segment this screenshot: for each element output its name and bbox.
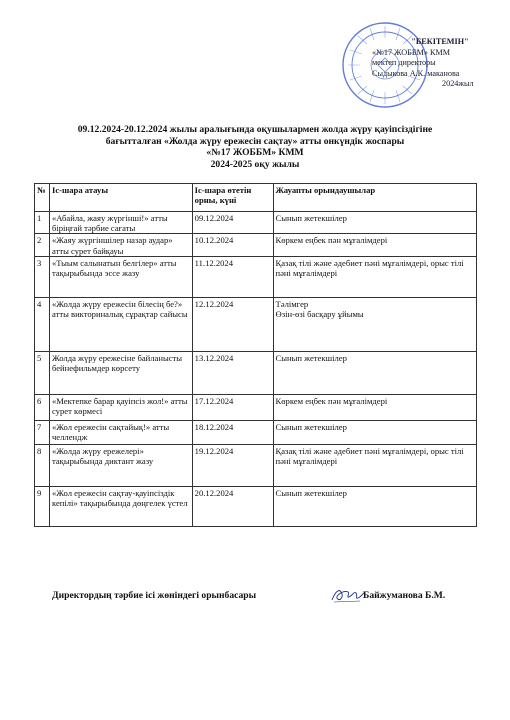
row-date: 10.12.2024 <box>192 234 273 256</box>
row-responsible: Тәлімгер Өзін-өзі басқару ұйымы <box>273 297 477 351</box>
row-responsible: Сынып жетекшілер <box>273 420 477 444</box>
table-row <box>35 256 477 297</box>
row-date: 17.12.2024 <box>192 394 273 420</box>
header-event: Іс-шара атауы <box>49 184 192 212</box>
row-responsible: Қазақ тілі және әдебиет пәні мұғалімдері, орыс тілі пәні мұғалімдері <box>273 256 477 297</box>
signature-footer <box>52 590 492 601</box>
row-number: 9 <box>35 486 50 526</box>
row-date: 18.12.2024 <box>192 420 273 444</box>
row-event: «Жаяу жүргіншілер назар аудар» атты сурет байқауы <box>49 234 192 256</box>
title-line-4: 2024-2025 оқу жылы <box>210 158 300 170</box>
deputy-name: Байжуманова Б.М. <box>363 590 446 601</box>
row-date: 20.12.2024 <box>192 486 273 526</box>
row-event: «Жол ережесін сақтау-қауіпсіздік кепілі» тақырыбында дөңгелек үстел <box>49 486 192 526</box>
table-row <box>35 212 477 234</box>
table-row <box>35 486 477 526</box>
title-line-2: бағытталған «Жолда жүру ережесін сақтау» атты онкүндік жоспары <box>105 135 405 147</box>
plan-table <box>34 183 477 527</box>
row-responsible: Көркем еңбек пән мұғалімдері <box>273 234 477 256</box>
table-header-row <box>35 184 477 212</box>
approval-date: 2024жыл <box>442 79 474 88</box>
row-number: 8 <box>35 444 50 486</box>
row-event: «Мектепке барар қауіпсіз жол!» атты сурет көрмесі <box>49 394 192 420</box>
row-date: 11.12.2024 <box>192 256 273 297</box>
row-number: 4 <box>35 297 50 351</box>
approval-heading: "БЕКІТЕМІН" <box>411 37 469 46</box>
approval-org: «№17 ЖОББМ» КММ <box>372 47 451 57</box>
header-responsible: Жауапты орындаушылар <box>273 184 477 212</box>
row-date: 09.12.2024 <box>192 212 273 234</box>
approval-signer: Сыдыкова А.К. маканова <box>372 68 460 78</box>
title-line-1: 09.12.2024-20.12.2024 жылы аралығында оқушылармен жолда жүру қауіпсіздігіне <box>77 124 433 135</box>
row-responsible: Көркем еңбек пән мұғалімдері <box>273 394 477 420</box>
table-row <box>35 351 477 394</box>
table-row <box>35 444 477 486</box>
row-number: 2 <box>35 234 50 256</box>
header-date: Іс-шара өтетін орны, күні <box>192 184 273 212</box>
deputy-role: Директордың тәрбие ісі жөніндегі орынбасары <box>52 590 257 601</box>
row-responsible: Сынып жетекшілер <box>273 351 477 394</box>
row-number: 1 <box>35 212 50 234</box>
handwritten-signature <box>330 584 366 606</box>
table-row <box>35 297 477 351</box>
approval-position: мектеп директоры <box>372 58 436 67</box>
document-title <box>8 124 502 170</box>
table-row <box>35 420 477 444</box>
row-date: 19.12.2024 <box>192 444 273 486</box>
row-date: 12.12.2024 <box>192 297 273 351</box>
row-date: 13.12.2024 <box>192 351 273 394</box>
row-event: Жолда жүру ережесіне байланысты бейнефильмдер көрсету <box>49 351 192 394</box>
row-event: «Тыым салынатын белгілер» атты тақырыбында эссе жазу <box>49 256 192 297</box>
row-number: 3 <box>35 256 50 297</box>
row-responsible: Сынып жетекшілер <box>273 212 477 234</box>
row-number: 5 <box>35 351 50 394</box>
row-event: «Жолда жүру ережелері» тақырыбында диктант жазу <box>49 444 192 486</box>
row-number: 7 <box>35 420 50 444</box>
row-responsible: Сынып жетекшілер <box>273 486 477 526</box>
table-row <box>35 234 477 256</box>
row-number: 6 <box>35 394 50 420</box>
table-row <box>35 394 477 420</box>
header-number: № <box>35 184 50 212</box>
row-event: «Абайла, жаяу жүргінші!» атты біріңғай тәрбие сағаты <box>49 212 192 234</box>
row-responsible: Қазақ тілі және әдебиет пәні мұғалімдері, орыс тілі пәні мұғалімдері <box>273 444 477 486</box>
approval-block <box>372 37 508 90</box>
row-event: «Жол ережесін сақтайық!» атты челлендж <box>49 420 192 444</box>
title-line-3: «№17 ЖОББМ» КММ <box>206 147 304 158</box>
row-event: «Жолда жүру ережесін білесің бе?» атты викториналық сұрақтар сайысы <box>49 297 192 351</box>
